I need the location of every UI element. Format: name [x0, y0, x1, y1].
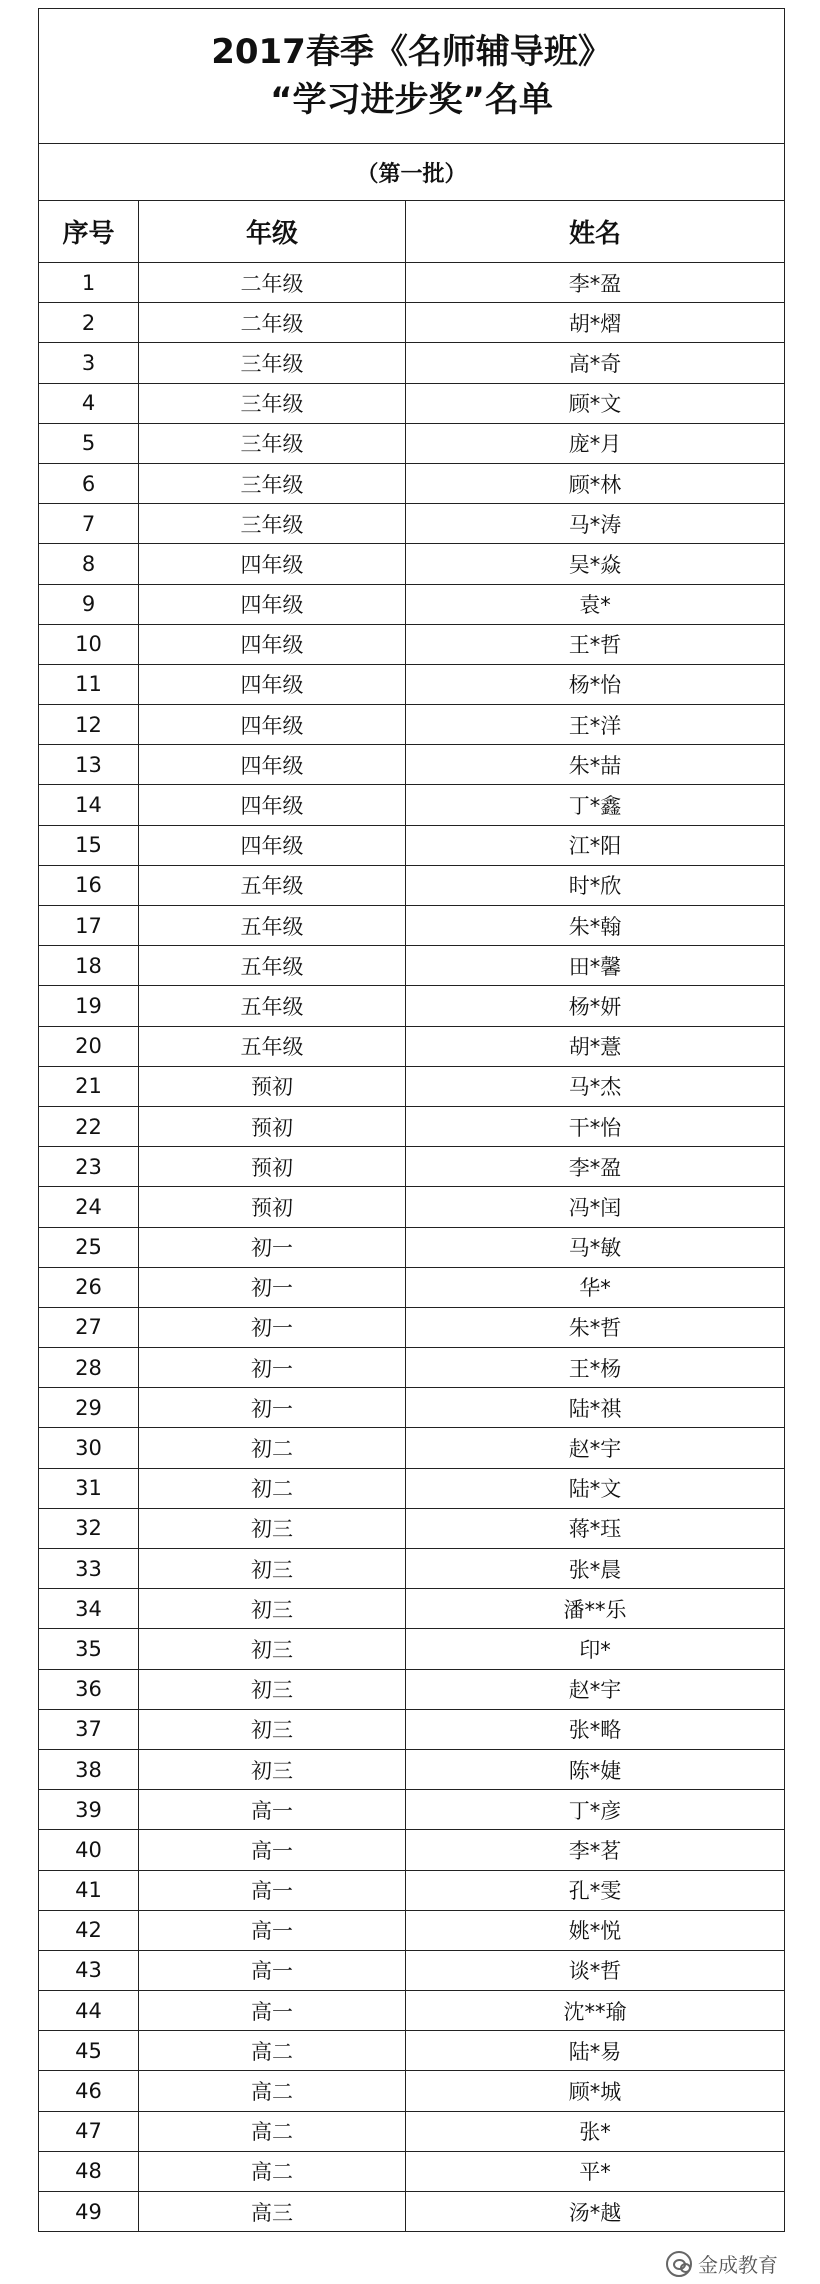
table-row: [39, 705, 785, 745]
column-header-name: 姓名: [406, 201, 785, 263]
cell-name: 姚*悦: [406, 1910, 785, 1950]
watermark-text: 金成教育: [698, 2253, 778, 2277]
batch-label: （第一批）: [39, 144, 785, 201]
cell-name: 沈**瑜: [406, 1991, 785, 2031]
cell-index: 41: [39, 1870, 139, 1910]
cell-index: 26: [39, 1267, 139, 1307]
cell-index: 16: [39, 865, 139, 905]
table-row: [39, 1026, 785, 1066]
cell-name: 顾*文: [406, 383, 785, 423]
cell-index: 32: [39, 1508, 139, 1548]
cell-grade: 预初: [139, 1187, 406, 1227]
cell-index: 40: [39, 1830, 139, 1870]
cell-name: 潘**乐: [406, 1589, 785, 1629]
cell-grade: 五年级: [139, 986, 406, 1026]
cell-index: 19: [39, 986, 139, 1026]
cell-grade: 初三: [139, 1749, 406, 1789]
cell-index: 2: [39, 303, 139, 343]
award-table: [38, 8, 785, 2232]
cell-name: 丁*彦: [406, 1790, 785, 1830]
cell-index: 4: [39, 383, 139, 423]
table-row: [39, 1388, 785, 1428]
cell-name: 华*: [406, 1267, 785, 1307]
table-row: [39, 2071, 785, 2111]
cell-grade: 高一: [139, 1870, 406, 1910]
table-row: [39, 1790, 785, 1830]
cell-name: 平*: [406, 2151, 785, 2191]
table-row: [39, 624, 785, 664]
cell-grade: 初一: [139, 1388, 406, 1428]
table-row: [39, 1910, 785, 1950]
cell-index: 23: [39, 1147, 139, 1187]
header-row: [39, 201, 785, 263]
cell-name: 张*略: [406, 1709, 785, 1749]
cell-index: 8: [39, 544, 139, 584]
cell-grade: 预初: [139, 1106, 406, 1146]
cell-grade: 初二: [139, 1428, 406, 1468]
cell-index: 34: [39, 1589, 139, 1629]
table-row: [39, 1950, 785, 1990]
cell-index: 13: [39, 745, 139, 785]
cell-grade: 四年级: [139, 705, 406, 745]
cell-name: 陈*婕: [406, 1749, 785, 1789]
cell-name: 蒋*珏: [406, 1508, 785, 1548]
table-row: [39, 303, 785, 343]
cell-name: 顾*城: [406, 2071, 785, 2111]
table-row: [39, 1187, 785, 1227]
cell-name: 顾*林: [406, 463, 785, 503]
cell-name: 干*怡: [406, 1106, 785, 1146]
cell-name: 张*晨: [406, 1549, 785, 1589]
cell-name: 赵*宇: [406, 1428, 785, 1468]
cell-name: 汤*越: [406, 2192, 785, 2232]
cell-index: 10: [39, 624, 139, 664]
cell-name: 陆*祺: [406, 1388, 785, 1428]
cell-index: 1: [39, 263, 139, 303]
cell-index: 17: [39, 906, 139, 946]
table-row: [39, 1307, 785, 1347]
wechat-icon: [666, 2251, 692, 2277]
table-row: [39, 2151, 785, 2191]
cell-index: 6: [39, 463, 139, 503]
cell-grade: 初一: [139, 1227, 406, 1267]
cell-grade: 四年级: [139, 825, 406, 865]
table-row: [39, 986, 785, 1026]
table-row: [39, 1629, 785, 1669]
cell-index: 25: [39, 1227, 139, 1267]
cell-name: 庞*月: [406, 423, 785, 463]
cell-grade: 二年级: [139, 263, 406, 303]
cell-index: 35: [39, 1629, 139, 1669]
cell-name: 孔*雯: [406, 1870, 785, 1910]
cell-grade: 高二: [139, 2031, 406, 2071]
cell-index: 20: [39, 1026, 139, 1066]
table-row: [39, 343, 785, 383]
cell-name: 李*盈: [406, 263, 785, 303]
cell-grade: 四年级: [139, 584, 406, 624]
cell-index: 27: [39, 1307, 139, 1347]
cell-index: 33: [39, 1549, 139, 1589]
table-row: [39, 1106, 785, 1146]
table-row: [39, 1589, 785, 1629]
cell-name: 王*哲: [406, 624, 785, 664]
cell-name: 杨*怡: [406, 664, 785, 704]
cell-grade: 预初: [139, 1066, 406, 1106]
cell-index: 15: [39, 825, 139, 865]
cell-grade: 三年级: [139, 383, 406, 423]
table-row: [39, 664, 785, 704]
cell-grade: 五年级: [139, 946, 406, 986]
table-row: [39, 1549, 785, 1589]
cell-grade: 四年级: [139, 544, 406, 584]
cell-name: 张*: [406, 2111, 785, 2151]
table-row: [39, 463, 785, 503]
cell-grade: 三年级: [139, 463, 406, 503]
cell-name: 冯*闰: [406, 1187, 785, 1227]
title-line-2: “学习进步奖”名单: [270, 80, 553, 120]
cell-name: 王*杨: [406, 1348, 785, 1388]
cell-index: 3: [39, 343, 139, 383]
cell-name: 高*奇: [406, 343, 785, 383]
cell-name: 朱*翰: [406, 906, 785, 946]
cell-grade: 高三: [139, 2192, 406, 2232]
table-row: [39, 1348, 785, 1388]
table-row: [39, 1749, 785, 1789]
table-row: [39, 504, 785, 544]
table-row: [39, 906, 785, 946]
cell-name: 朱*喆: [406, 745, 785, 785]
cell-grade: 高一: [139, 1830, 406, 1870]
cell-name: 李*盈: [406, 1147, 785, 1187]
cell-index: 49: [39, 2192, 139, 2232]
cell-name: 马*杰: [406, 1066, 785, 1106]
cell-grade: 三年级: [139, 504, 406, 544]
cell-index: 21: [39, 1066, 139, 1106]
table-row: [39, 745, 785, 785]
cell-grade: 五年级: [139, 1026, 406, 1066]
cell-grade: 高二: [139, 2111, 406, 2151]
table-row: [39, 423, 785, 463]
cell-grade: 高一: [139, 1910, 406, 1950]
cell-name: 时*欣: [406, 865, 785, 905]
table-body: [39, 263, 785, 2232]
cell-grade: 初三: [139, 1669, 406, 1709]
cell-name: 印*: [406, 1629, 785, 1669]
cell-name: 马*涛: [406, 504, 785, 544]
table-row: [39, 2192, 785, 2232]
cell-name: 田*馨: [406, 946, 785, 986]
cell-index: 43: [39, 1950, 139, 1990]
cell-grade: 初一: [139, 1348, 406, 1388]
award-list-document: [38, 8, 784, 2232]
table-row: [39, 1508, 785, 1548]
cell-name: 陆*文: [406, 1468, 785, 1508]
cell-index: 38: [39, 1749, 139, 1789]
table-row: [39, 1991, 785, 2031]
cell-grade: 初二: [139, 1468, 406, 1508]
table-row: [39, 263, 785, 303]
cell-grade: 高一: [139, 1790, 406, 1830]
table-row: [39, 584, 785, 624]
cell-name: 李*茗: [406, 1830, 785, 1870]
cell-index: 18: [39, 946, 139, 986]
cell-grade: 高二: [139, 2151, 406, 2191]
table-row: [39, 1468, 785, 1508]
cell-grade: 高一: [139, 1991, 406, 2031]
cell-grade: 五年级: [139, 906, 406, 946]
cell-grade: 五年级: [139, 865, 406, 905]
cell-grade: 初一: [139, 1267, 406, 1307]
cell-index: 44: [39, 1991, 139, 2031]
cell-index: 7: [39, 504, 139, 544]
table-row: [39, 383, 785, 423]
cell-index: 14: [39, 785, 139, 825]
cell-name: 胡*薏: [406, 1026, 785, 1066]
table-row: [39, 1066, 785, 1106]
table-row: [39, 544, 785, 584]
cell-index: 29: [39, 1388, 139, 1428]
table-row: [39, 1669, 785, 1709]
table-row: [39, 1267, 785, 1307]
cell-index: 47: [39, 2111, 139, 2151]
table-row: [39, 2031, 785, 2071]
table-row: [39, 825, 785, 865]
table-row: [39, 1830, 785, 1870]
cell-grade: 初一: [139, 1307, 406, 1347]
cell-index: 22: [39, 1106, 139, 1146]
title-line-1: 2017春季《名师辅导班》: [211, 32, 612, 72]
table-row: [39, 865, 785, 905]
table-row: [39, 1870, 785, 1910]
table-row: [39, 946, 785, 986]
cell-name: 陆*易: [406, 2031, 785, 2071]
cell-name: 谈*哲: [406, 1950, 785, 1990]
cell-grade: 初三: [139, 1508, 406, 1548]
cell-index: 28: [39, 1348, 139, 1388]
table-row: [39, 1147, 785, 1187]
cell-index: 30: [39, 1428, 139, 1468]
cell-grade: 四年级: [139, 785, 406, 825]
cell-name: 袁*: [406, 584, 785, 624]
cell-name: 胡*熠: [406, 303, 785, 343]
cell-name: 王*洋: [406, 705, 785, 745]
column-header-grade: 年级: [139, 201, 406, 263]
cell-name: 朱*哲: [406, 1307, 785, 1347]
cell-index: 46: [39, 2071, 139, 2111]
table-row: [39, 2111, 785, 2151]
table-title: [39, 9, 785, 144]
table-row: [39, 1709, 785, 1749]
table-row: [39, 785, 785, 825]
table-row: [39, 1227, 785, 1267]
watermark: [666, 2249, 778, 2278]
cell-index: 9: [39, 584, 139, 624]
cell-grade: 二年级: [139, 303, 406, 343]
cell-index: 48: [39, 2151, 139, 2191]
cell-index: 24: [39, 1187, 139, 1227]
cell-index: 39: [39, 1790, 139, 1830]
table-row: [39, 1428, 785, 1468]
cell-index: 11: [39, 664, 139, 704]
cell-index: 42: [39, 1910, 139, 1950]
cell-grade: 四年级: [139, 624, 406, 664]
cell-name: 丁*鑫: [406, 785, 785, 825]
cell-name: 赵*宇: [406, 1669, 785, 1709]
column-header-index: 序号: [39, 201, 139, 263]
cell-name: 马*敏: [406, 1227, 785, 1267]
cell-index: 12: [39, 705, 139, 745]
cell-grade: 四年级: [139, 664, 406, 704]
cell-index: 36: [39, 1669, 139, 1709]
cell-grade: 初三: [139, 1549, 406, 1589]
cell-name: 杨*妍: [406, 986, 785, 1026]
cell-grade: 高一: [139, 1950, 406, 1990]
cell-grade: 预初: [139, 1147, 406, 1187]
cell-grade: 三年级: [139, 423, 406, 463]
cell-grade: 高二: [139, 2071, 406, 2111]
cell-grade: 三年级: [139, 343, 406, 383]
cell-index: 5: [39, 423, 139, 463]
cell-name: 吴*焱: [406, 544, 785, 584]
cell-index: 37: [39, 1709, 139, 1749]
cell-index: 45: [39, 2031, 139, 2071]
cell-name: 江*阳: [406, 825, 785, 865]
cell-index: 31: [39, 1468, 139, 1508]
cell-grade: 初三: [139, 1709, 406, 1749]
cell-grade: 初三: [139, 1589, 406, 1629]
cell-grade: 初三: [139, 1629, 406, 1669]
cell-grade: 四年级: [139, 745, 406, 785]
